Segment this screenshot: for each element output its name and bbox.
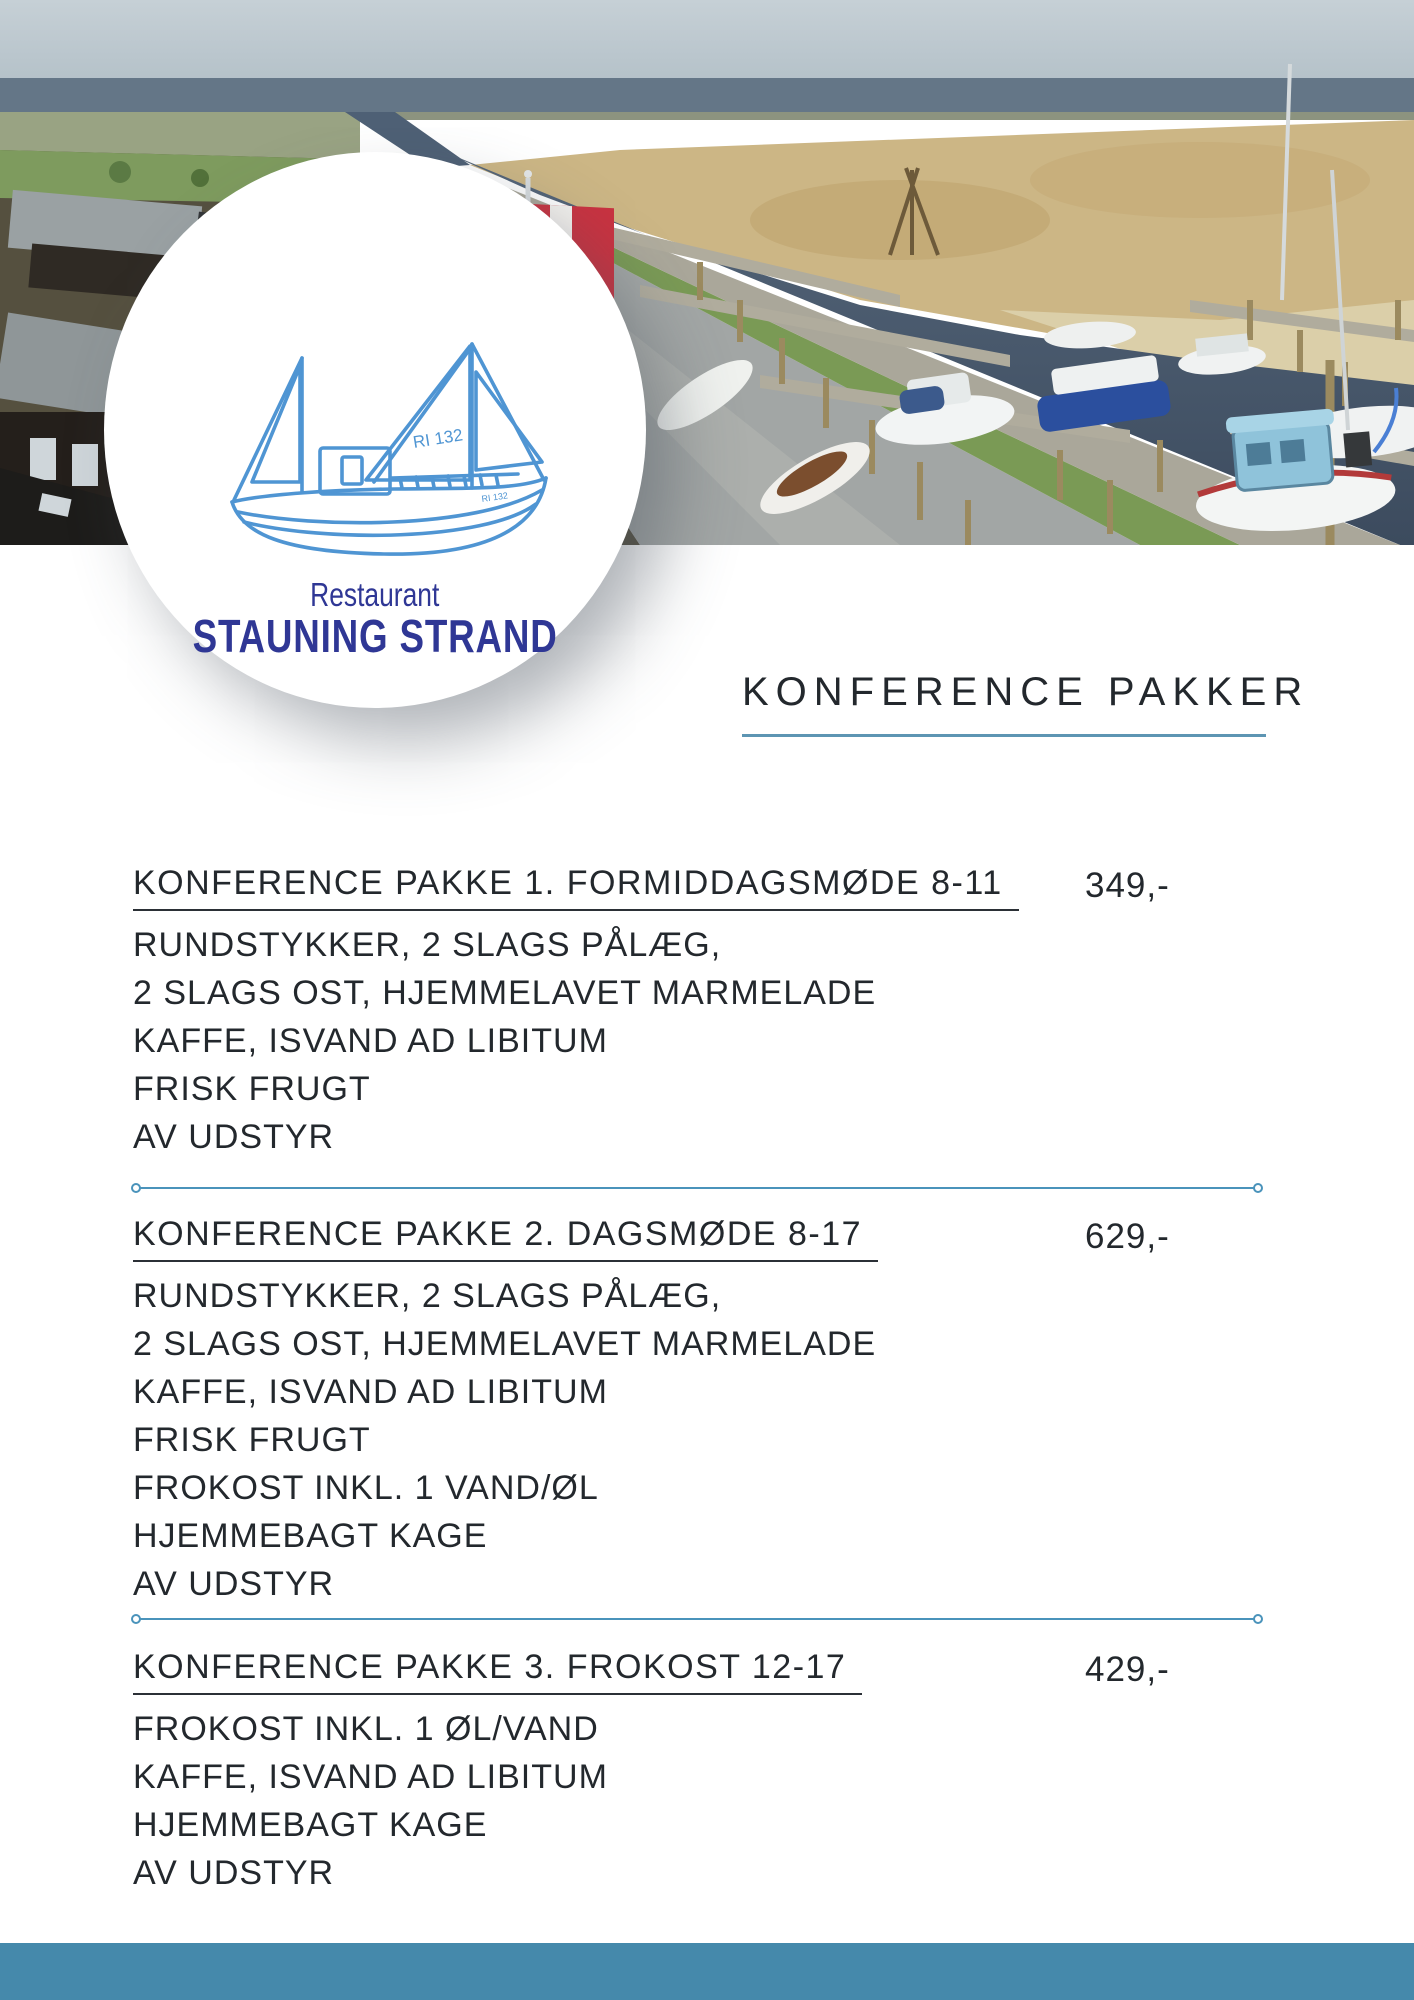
package-price: 429,-: [1085, 1650, 1170, 1689]
title-underline: [742, 734, 1266, 737]
package-items: [133, 1705, 1283, 1897]
package-item: FRISK FRUGT: [133, 1070, 371, 1108]
package-heading: KONFERENCE PAKKE 3. FROKOST 12-17: [133, 1648, 862, 1695]
package-item: FRISK FRUGT: [133, 1421, 371, 1459]
package-heading: KONFERENCE PAKKE 1. FORMIDDAGSMØDE 8-11: [133, 864, 1019, 911]
package-heading: KONFERENCE PAKKE 2. DAGSMØDE 8-17: [133, 1215, 878, 1262]
package-item: AV UDSTYR: [133, 1565, 335, 1603]
divider-end-dot: [1253, 1183, 1263, 1193]
package-section: [133, 864, 1283, 1161]
package-item: HJEMMEBAGT KAGE: [133, 1517, 488, 1555]
package-item: RUNDSTYKKER, 2 SLAGS PÅLÆG,: [133, 1277, 722, 1315]
package-header: [133, 1648, 1283, 1695]
package-item: HJEMMEBAGT KAGE: [133, 1806, 488, 1844]
package-item: FROKOST INKL. 1 ØL/VAND: [133, 1710, 599, 1748]
package-item: FROKOST INKL. 1 VAND/ØL: [133, 1469, 599, 1507]
package-item: 2 SLAGS OST, HJEMMELAVET MARMELADE: [133, 974, 877, 1012]
package-items: [133, 921, 1283, 1161]
package-section: [133, 1648, 1283, 1897]
section-divider: [133, 1187, 1261, 1189]
logo-oval: [104, 152, 646, 708]
package-item: KAFFE, ISVAND AD LIBITUM: [133, 1758, 608, 1796]
package-price: 629,-: [1085, 1217, 1170, 1256]
divider-end-dot: [131, 1183, 141, 1193]
sail-registration-text: RI 132: [411, 425, 465, 452]
package-header: [133, 864, 1283, 911]
package-item: KAFFE, ISVAND AD LIBITUM: [133, 1022, 608, 1060]
divider-end-dot: [131, 1614, 141, 1624]
package-section: [133, 1215, 1283, 1608]
package-list: [133, 864, 1283, 1897]
package-price: 349,-: [1085, 866, 1170, 905]
boat-logo-icon: [224, 330, 554, 570]
section-divider: [133, 1618, 1261, 1620]
footer-bar: [0, 1943, 1414, 2000]
package-items: [133, 1272, 1283, 1608]
package-item: 2 SLAGS OST, HJEMMELAVET MARMELADE: [133, 1325, 877, 1363]
package-item: AV UDSTYR: [133, 1854, 335, 1892]
divider-end-dot: [1253, 1614, 1263, 1624]
page-title: KONFERENCE PAKKER: [742, 670, 1310, 714]
package-item: KAFFE, ISVAND AD LIBITUM: [133, 1373, 608, 1411]
package-item: RUNDSTYKKER, 2 SLAGS PÅLÆG,: [133, 926, 722, 964]
logo-restaurant-label: Restaurant: [310, 576, 440, 613]
package-header: [133, 1215, 1283, 1262]
package-item: AV UDSTYR: [133, 1118, 335, 1156]
logo-brand-name: STAUNING STRAND: [192, 610, 558, 662]
hull-registration-text: RI 132: [480, 490, 509, 504]
